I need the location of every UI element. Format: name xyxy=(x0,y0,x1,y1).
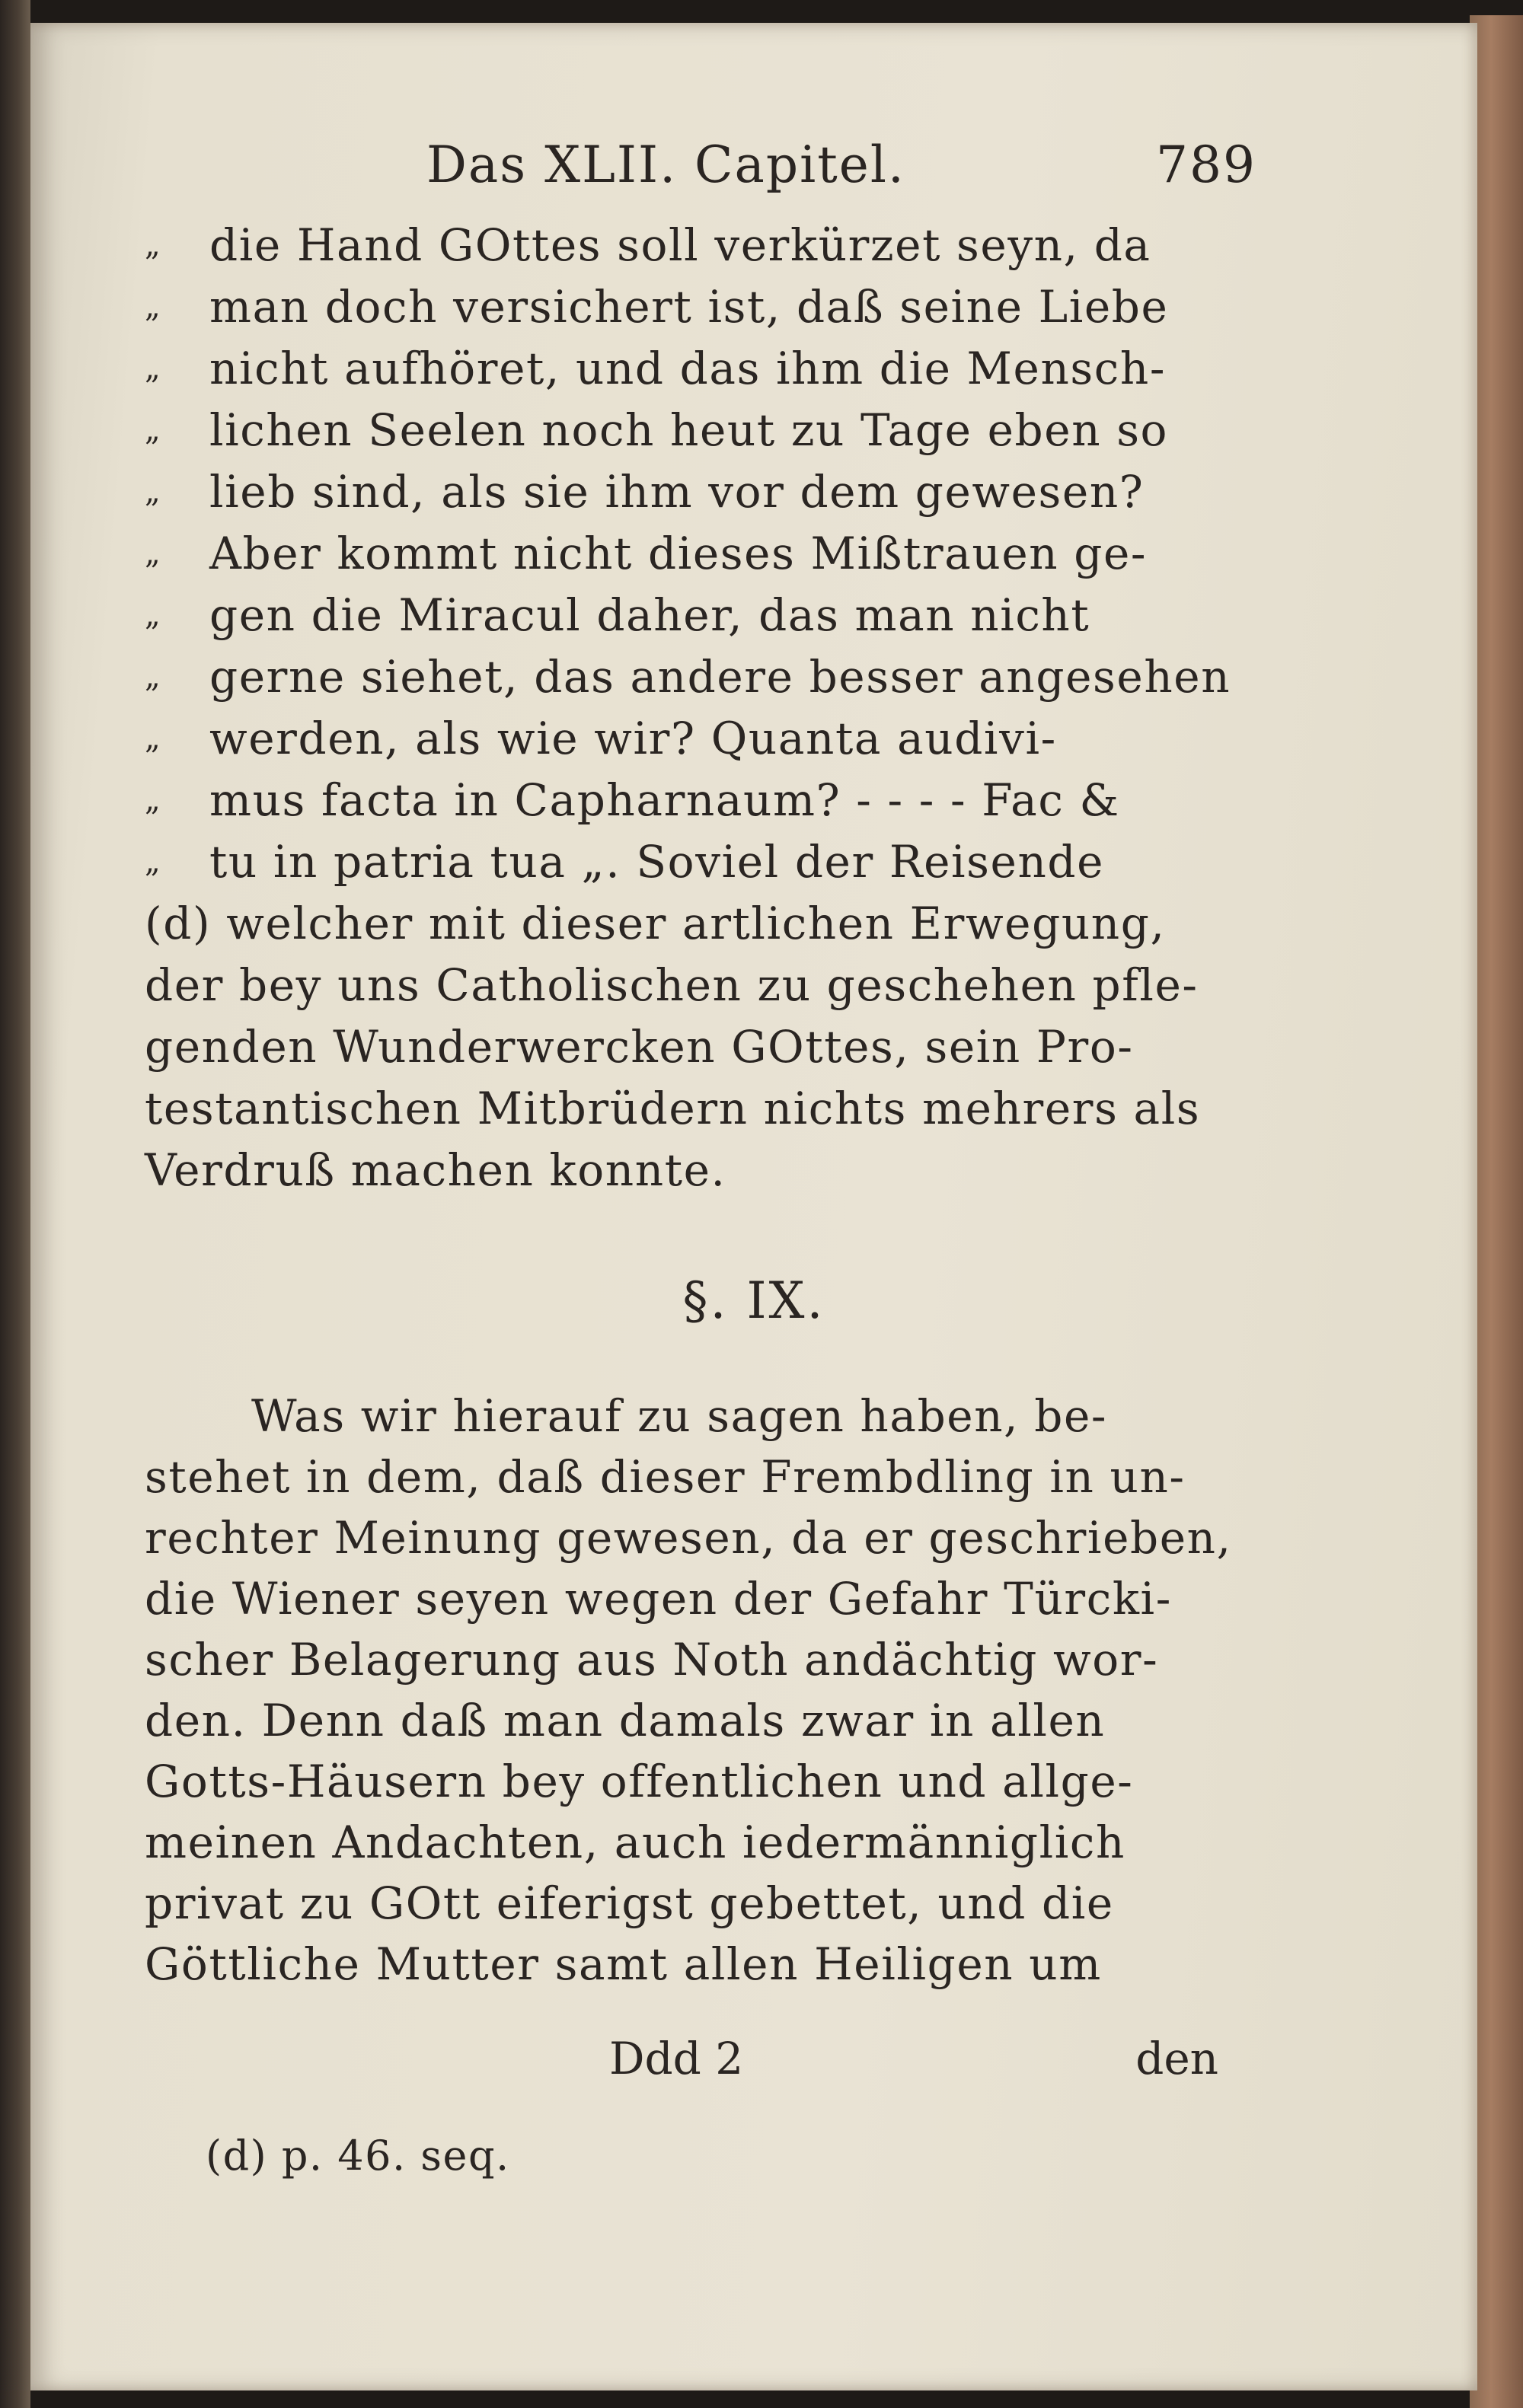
section-heading: §. IX. xyxy=(682,1271,825,1330)
paragraph-line: die Wiener seyen wegen der Gefahr Türcki- xyxy=(145,1573,1172,1625)
quote-mark: „ xyxy=(145,289,162,324)
quote-text: tu in patria tua „. Soviel der Reisende xyxy=(209,836,1105,888)
quote-line xyxy=(145,215,1264,276)
quote-text: die Hand GOttes soll verkürzet seyn, da xyxy=(209,219,1151,271)
quote-line xyxy=(145,831,1264,893)
paragraph-line: scher Belagerung aus Noth andächtig wor- xyxy=(145,1634,1159,1686)
quote-line xyxy=(145,646,1264,708)
body-line: der bey uns Catholischen zu geschehen pfle- xyxy=(145,959,1199,1011)
paragraph-line: den. Denn daß man damals zwar in allen xyxy=(145,1695,1106,1746)
quote-text: werden, als wie wir? Quanta audivi- xyxy=(209,713,1057,764)
paragraph-line: Gotts-Häusern bey offentlichen und allge- xyxy=(145,1756,1134,1807)
quotation-block xyxy=(145,215,1264,1201)
footnote: (d) p. 46. seq. xyxy=(206,2132,510,2180)
quote-text: Aber kommt nicht dieses Mißtrauen ge- xyxy=(209,528,1148,579)
signature-line xyxy=(609,2033,1218,2094)
book-page xyxy=(30,23,1477,2390)
running-header xyxy=(426,136,1264,196)
quote-text: man doch versichert ist, daß seine Liebe xyxy=(209,281,1169,333)
quote-mark: „ xyxy=(145,721,162,756)
catchword: den xyxy=(1135,2033,1218,2084)
page-number: 789 xyxy=(1156,136,1256,194)
quote-mark: „ xyxy=(145,413,162,448)
quote-mark: „ xyxy=(145,536,162,571)
body-line: genden Wunderwercken GOttes, sein Pro- xyxy=(145,1021,1134,1073)
quote-line xyxy=(145,770,1264,831)
quote-text: gerne siehet, das andere besser angesehen xyxy=(209,651,1231,703)
quote-line xyxy=(145,400,1264,461)
paragraph-block xyxy=(145,1386,1264,1995)
quote-text: lieb sind, als sie ihm vor dem gewesen? xyxy=(209,466,1145,518)
quote-line xyxy=(145,708,1264,770)
quote-text: gen die Miracul daher, das man nicht xyxy=(209,589,1090,641)
paragraph-line: meinen Andachten, auch iedermänniglich xyxy=(145,1816,1125,1868)
quote-text: mus facta in Capharnaum? - - - - Fac & xyxy=(209,774,1120,826)
quote-mark: „ xyxy=(145,783,162,818)
signature-mark: Ddd 2 xyxy=(609,2033,744,2084)
quote-mark: „ xyxy=(145,598,162,633)
quote-line xyxy=(145,461,1264,523)
quote-text: lichen Seelen noch heut zu Tage eben so xyxy=(209,404,1169,456)
quote-line xyxy=(145,338,1264,400)
body-line: (d) welcher mit dieser artlichen Erwegung, xyxy=(145,898,1166,949)
quote-mark: „ xyxy=(145,351,162,386)
body-line: testantischen Mitbrüdern nichts mehrers als xyxy=(145,1083,1201,1134)
paragraph-line: rechter Meinung gewesen, da er geschrieben, xyxy=(145,1512,1232,1564)
page-edges xyxy=(1470,15,1523,2408)
quote-text: nicht aufhöret, und das ihm die Mensch- xyxy=(209,343,1167,394)
quote-mark: „ xyxy=(145,474,162,509)
paragraph-line: Göttliche Mutter samt allen Heiligen um xyxy=(145,1938,1102,1990)
paragraph-line: privat zu GOtt eiferigst gebettet, und die xyxy=(145,1877,1114,1929)
paragraph-line: Was wir hierauf zu sagen haben, be- xyxy=(251,1390,1108,1442)
quote-mark: „ xyxy=(145,659,162,694)
paragraph-line: stehet in dem, daß dieser Frembdling in un- xyxy=(145,1451,1186,1503)
chapter-title: Das XLII. Capitel. xyxy=(426,136,905,194)
quote-mark: „ xyxy=(145,228,162,263)
book-spine xyxy=(0,0,30,2408)
quote-line xyxy=(145,523,1264,585)
quote-line xyxy=(145,276,1264,338)
quote-line xyxy=(145,585,1264,646)
quote-mark: „ xyxy=(145,844,162,879)
body-line: Verdruß machen konnte. xyxy=(145,1144,726,1196)
